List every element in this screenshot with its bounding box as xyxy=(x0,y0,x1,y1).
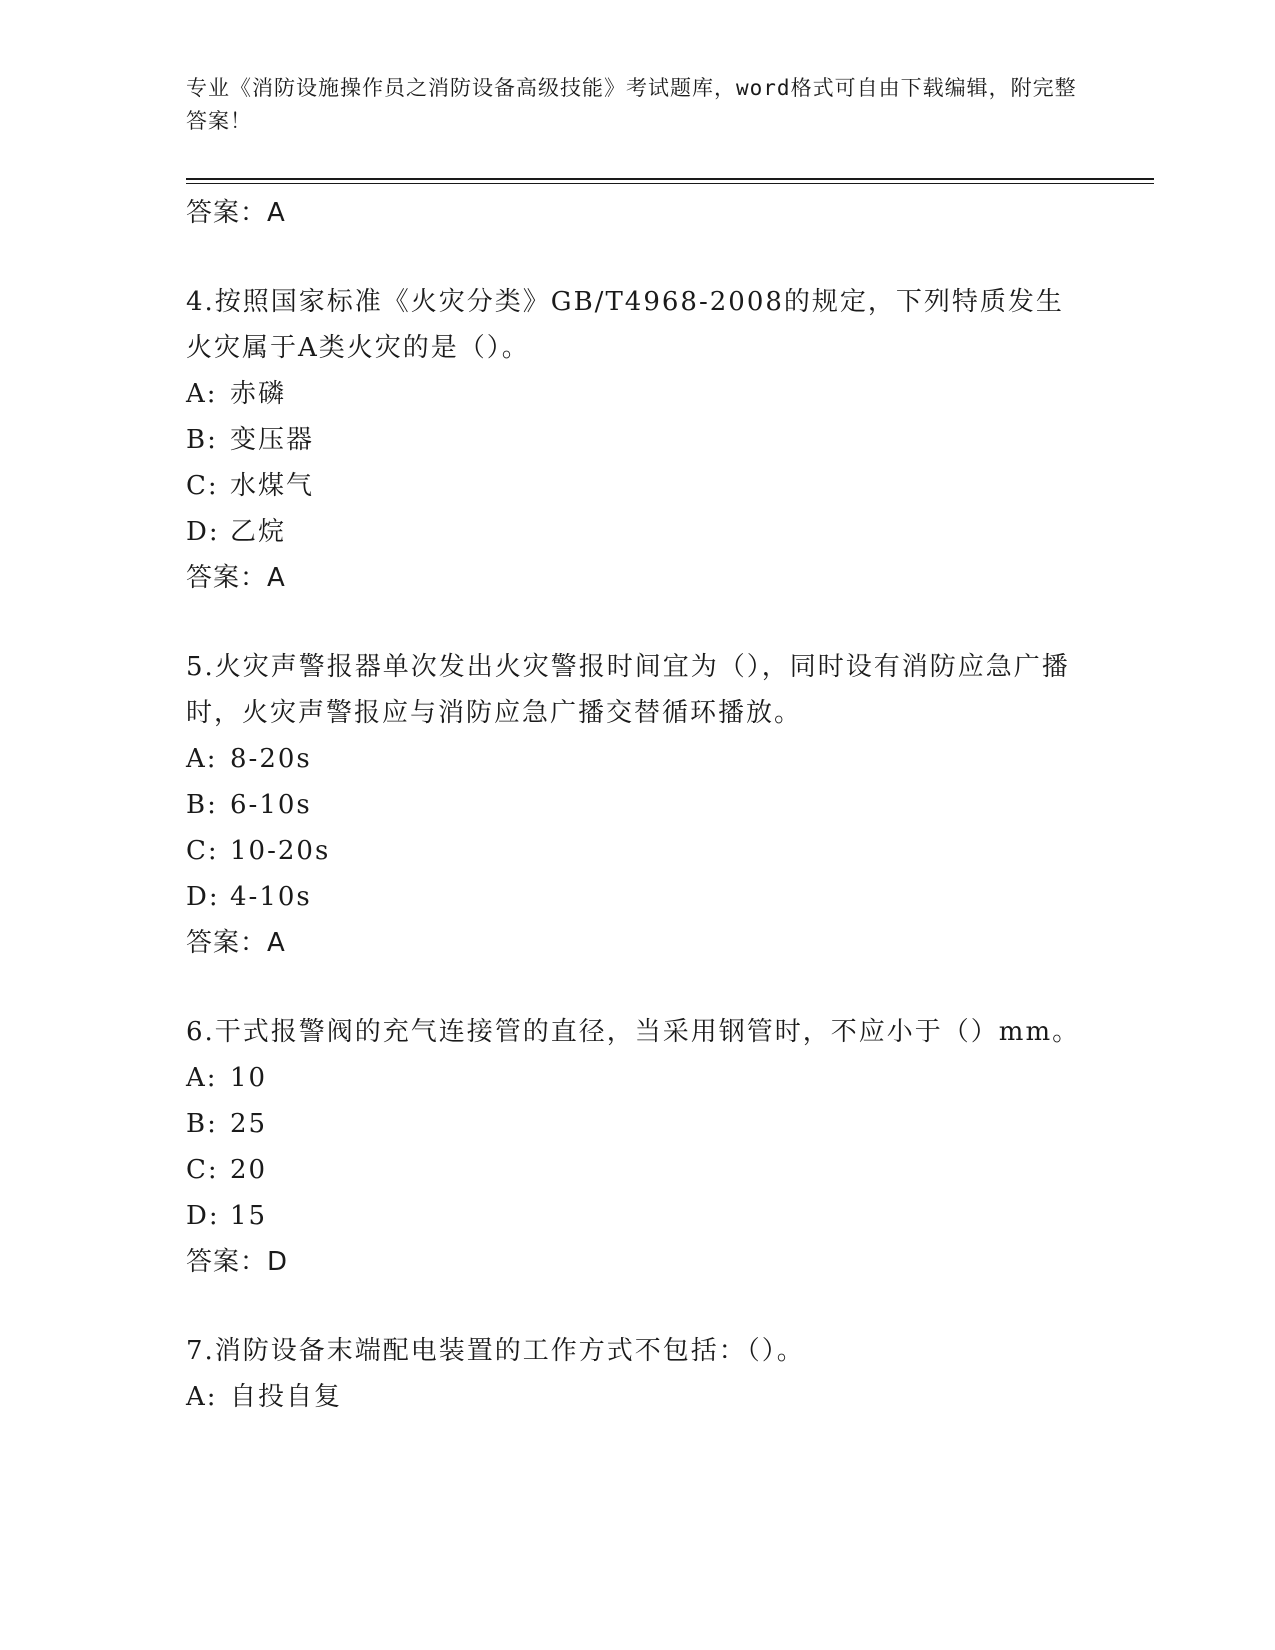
question-text: 6.干式报警阀的充气连接管的直径，当采用钢管时，不应小于（）mm。 xyxy=(186,1017,1081,1047)
option-a xyxy=(186,1055,1146,1101)
answer-line: 答案：A xyxy=(186,928,286,958)
option-key: D: xyxy=(186,517,220,547)
option-text: 10 xyxy=(230,1063,268,1093)
option-a xyxy=(186,371,1146,417)
option-key: D: xyxy=(186,1201,220,1231)
option-d xyxy=(186,874,1146,920)
question-block xyxy=(186,644,1146,966)
option-text: 8-20s xyxy=(230,744,312,774)
question-block xyxy=(186,1328,1146,1420)
answer-line: 答案：A xyxy=(186,198,286,228)
option-text: 变压器 xyxy=(230,425,315,455)
option-text: 10-20s xyxy=(230,836,331,866)
option-key: C: xyxy=(186,471,219,501)
option-a xyxy=(186,736,1146,782)
option-text: 水煤气 xyxy=(230,471,315,501)
option-b xyxy=(186,1101,1146,1147)
option-b xyxy=(186,417,1146,463)
header-rule-thin xyxy=(186,183,1154,184)
option-key: B: xyxy=(186,1109,218,1139)
option-b xyxy=(186,782,1146,828)
option-key: A: xyxy=(186,1382,218,1412)
option-a xyxy=(186,1374,1146,1420)
question-block xyxy=(186,1009,1146,1285)
option-key: A: xyxy=(186,1063,218,1093)
option-text: 赤磷 xyxy=(230,379,287,409)
option-text: 25 xyxy=(230,1109,268,1139)
option-text: 6-10s xyxy=(230,790,312,820)
option-key: C: xyxy=(186,836,219,866)
option-key: B: xyxy=(186,425,218,455)
question-text: 7.消防设备末端配电装置的工作方式不包括：（）。 xyxy=(186,1336,805,1366)
option-d xyxy=(186,509,1146,555)
question-text: 5.火灾声警报器单次发出火灾警报时间宜为（），同时设有消防应急广播时，火灾声警报应与消防应急广播交替循环播放。 xyxy=(186,652,1070,728)
header-rule-thick xyxy=(186,178,1154,180)
option-text: 自投自复 xyxy=(230,1382,343,1412)
answer-line: 答案：D xyxy=(186,1247,289,1277)
answer-line: 答案：A xyxy=(186,563,286,593)
option-c xyxy=(186,463,1146,509)
option-c xyxy=(186,828,1146,874)
option-d xyxy=(186,1193,1146,1239)
question-block xyxy=(186,279,1146,601)
question-list xyxy=(186,190,1146,1420)
document-header: 专业《消防设施操作员之消防设备高级技能》考试题库，word格式可自由下载编辑，附完整答案！ xyxy=(186,76,1077,133)
question-text: 4.按照国家标准《火灾分类》GB/T4968-2008的规定，下列特质发生火灾属于A类火灾的是（）。 xyxy=(186,287,1064,363)
option-text: 20 xyxy=(230,1155,268,1185)
option-key: C: xyxy=(186,1155,219,1185)
option-key: A: xyxy=(186,744,218,774)
option-text: 4-10s xyxy=(230,882,312,912)
option-key: A: xyxy=(186,379,218,409)
option-text: 乙烷 xyxy=(230,517,287,547)
option-c xyxy=(186,1147,1146,1193)
option-key: B: xyxy=(186,790,218,820)
option-text: 15 xyxy=(230,1201,268,1231)
option-key: D: xyxy=(186,882,220,912)
